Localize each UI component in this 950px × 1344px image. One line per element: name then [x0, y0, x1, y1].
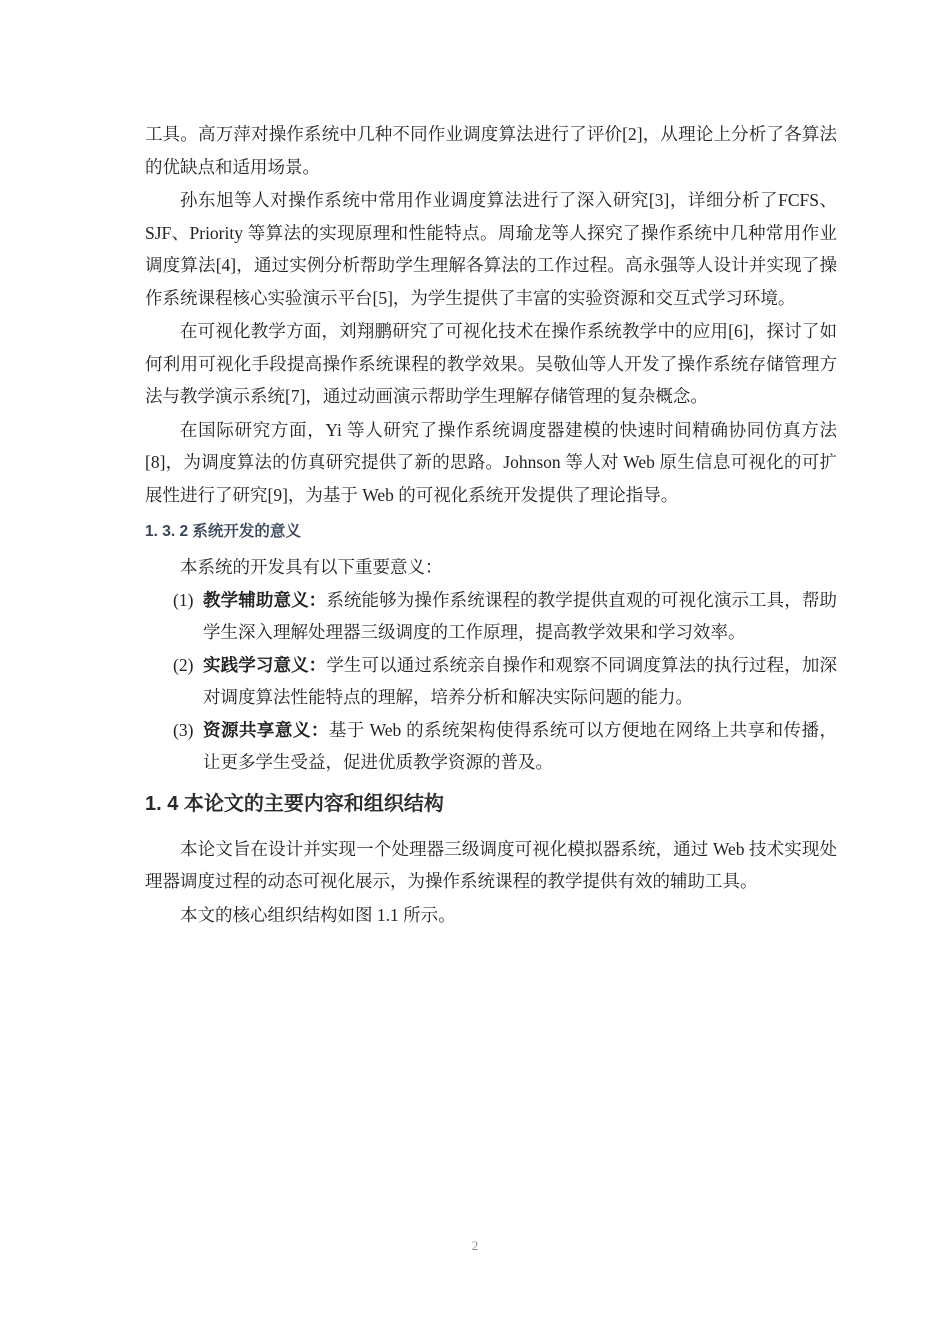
list-item [173, 714, 837, 779]
list-item-title: 资源共享意义： [203, 719, 329, 740]
list-item-number: (3) [173, 719, 194, 740]
page-number: 2 [471, 1238, 479, 1253]
list-item-title: 教学辅助意义： [203, 589, 327, 610]
list-item [173, 584, 837, 649]
section-intro: 本系统的开发具有以下重要意义： [180, 557, 443, 577]
list-item-number: (1) [173, 589, 194, 610]
section-heading-1-3-2: 1. 3. 2 系统开发的意义 [145, 523, 301, 540]
document-page [145, 118, 837, 931]
list-item-title: 实践学习意义： [203, 654, 327, 675]
list-item-number: (2) [173, 654, 194, 675]
list-item [173, 649, 837, 714]
list-item-text: 学生可以通过系统亲自操作和观察不同调度算法的执行过程，加深对调度算法性能特点的理解，培养分析和解决实际问题的能力。 [203, 654, 838, 707]
body-paragraph-thesis-goal: 本论文旨在设计并实现一个处理器三级调度可视化模拟器系统，通过 Web 技术实现处理器调度过程的动态可视化展示，为操作系统课程的教学提供有效的辅助工具。 [145, 838, 837, 891]
body-paragraph-job-scheduling-research: 孙东旭等人对操作系统中常用作业调度算法进行了深入研究[3]，详细分析了FCFS、SJF、Priority 等算法的实现原理和性能特点。周瑜龙等人探究了操作系统中几种常用作业调度算法[4]，通过实例分析帮助学生理解各算法的工作过程。高永强等人设计并实现了操作系统课程核心实验演示平台[5]，为学生提供了丰富的实验资源和交互式学习环境。 [145, 190, 837, 308]
significance-list [173, 584, 837, 779]
body-paragraph-continued: 工具。高万萍对操作系统中几种不同作业调度算法进行了评价[2]，从理论上分析了各算法的优缺点和适用场景。 [145, 124, 837, 177]
section-heading-1-4: 1. 4 本论文的主要内容和组织结构 [145, 792, 444, 815]
list-item-text: 基于 Web 的系统架构使得系统可以方便地在网络上共享和传播，让更多学生受益，促进优质教学资源的普及。 [203, 719, 838, 772]
body-paragraph-international-research: 在国际研究方面，Yi 等人研究了操作系统调度器建模的快速时间精确协同仿真方法[8]，为调度算法的仿真研究提供了新的思路。Johnson 等人对 Web 原生信息可视化的可扩展性进行了研究[9]，为基于 Web 的可视化系统开发提供了理论指导。 [145, 419, 837, 505]
body-paragraph-figure-reference: 本文的核心组织结构如图 1.1 所示。 [180, 904, 456, 925]
list-item-text: 系统能够为操作系统课程的教学提供直观的可视化演示工具，帮助学生深入理解处理器三级调度的工作原理，提高教学效果和学习效率。 [203, 589, 838, 642]
body-paragraph-visual-teaching: 在可视化教学方面，刘翔鹏研究了可视化技术在操作系统教学中的应用[6]，探讨了如何利用可视化手段提高操作系统课程的教学效果。吴敬仙等人开发了操作系统存储管理方法与教学演示系统[7]，通过动画演示帮助学生理解存储管理的复杂概念。 [145, 321, 837, 406]
